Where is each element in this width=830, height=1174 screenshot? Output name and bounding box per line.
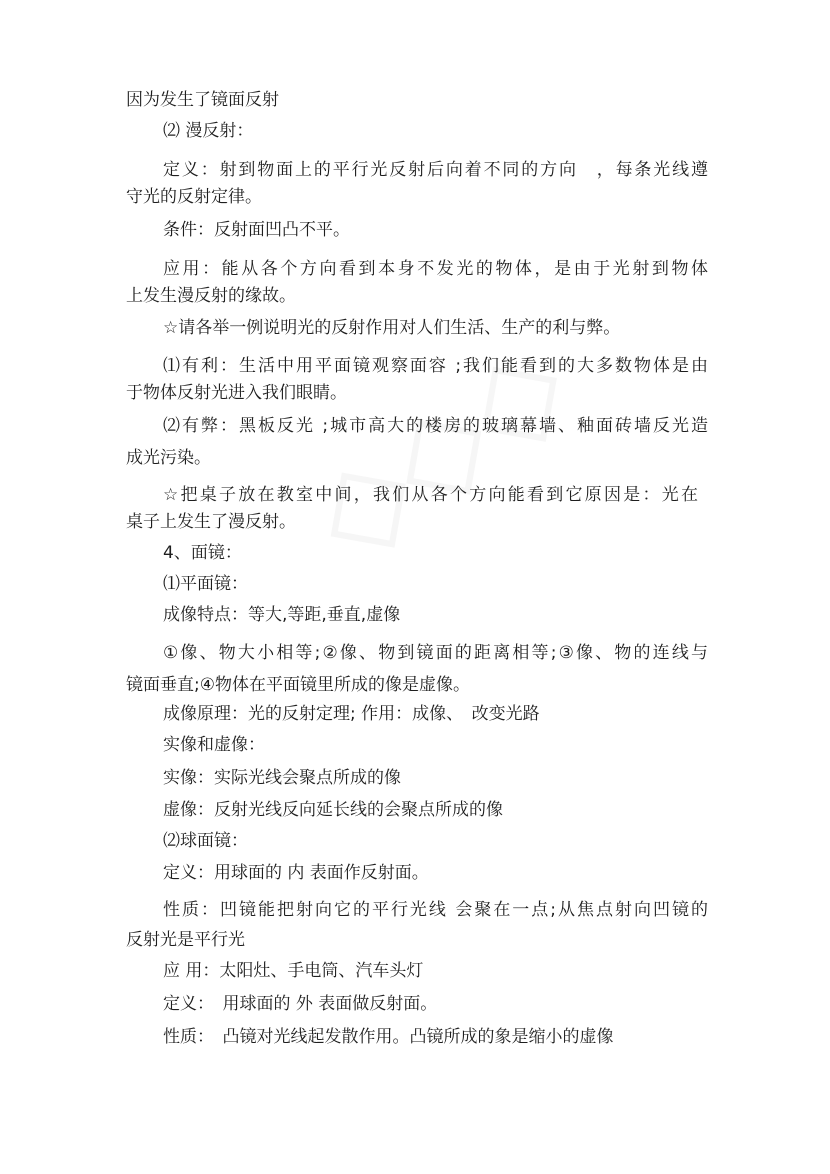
heading-spherical-mirror: ⑵球面镜： <box>163 831 248 851</box>
heading-plane-mirror: ⑴平面镜： <box>163 574 248 594</box>
text-line: 定义：用球面的 内 表面作反射面。 <box>163 863 429 883</box>
text-line: 定义： 用球面的 外 表面做反射面。 <box>163 994 438 1014</box>
heading-mirrors: 4、面镜： <box>163 543 242 563</box>
text-line: 上发生漫反射的缘故。 <box>126 286 296 306</box>
text-line: 条件：反射面凹凸不平。 <box>163 220 350 240</box>
text-line: 守光的反射定律。 <box>126 187 262 207</box>
text-line: 因为发生了镜面反射 <box>126 90 279 110</box>
text-line: 镜面垂直;④物体在平面镜里所成的像是虚像。 <box>126 675 470 695</box>
text-line: 应 用：太阳灶、手电筒、汽车头灯 <box>163 961 424 981</box>
text-line: ①像、物大小相等;②像、物到镜面的距离相等;③像、物的连线与 <box>163 643 708 663</box>
text-line: ☆请各举一例说明光的反射作用对人们生活、生产的利与弊。 <box>163 318 621 338</box>
text-line: 实像和虚像： <box>163 735 265 755</box>
text-line: ☆把桌子放在教室中间，我们从各个方向能看到它原因是：光在 <box>163 485 698 505</box>
text-line: 虚像：反射光线反向延长线的会聚点所成的像 <box>163 800 503 820</box>
text-line: 性质：凹镜能把射向它的平行光线 会聚在一点;从焦点射向凹镜的 <box>163 900 708 920</box>
text-line: ⑴有利：生活中用平面镜观察面容 ;我们能看到的大多数物体是由 <box>163 356 708 376</box>
text-line: 反射光是平行光 <box>126 930 245 950</box>
heading-diffuse-reflection: ⑵ 漫反射： <box>163 121 254 141</box>
text-line: 定义：射到物面上的平行光反射后向着不同的方向 ，每条光线遵 <box>163 160 708 180</box>
text-line: 成像原理：光的反射定理; 作用：成像、 改变光路 <box>163 704 540 724</box>
text-line: 成光污染。 <box>126 448 211 468</box>
text-line: 应用：能从各个方向看到本身不发光的物体，是由于光射到物体 <box>163 259 708 279</box>
text-line: 桌子上发生了漫反射。 <box>126 512 296 532</box>
text-line: ⑵有弊：黑板反光 ;城市高大的楼房的玻璃幕墙、釉面砖墙反光造 <box>163 416 708 436</box>
text-line: 实像：实际光线会聚点所成的像 <box>163 768 401 788</box>
text-line: 于物体反射光进入我们眼睛。 <box>126 383 347 403</box>
text-line: 成像特点：等大,等距,垂直,虚像 <box>163 605 401 625</box>
text-line: 性质： 凸镜对光线起发散作用。凸镜所成的象是缩小的虚像 <box>163 1027 614 1047</box>
